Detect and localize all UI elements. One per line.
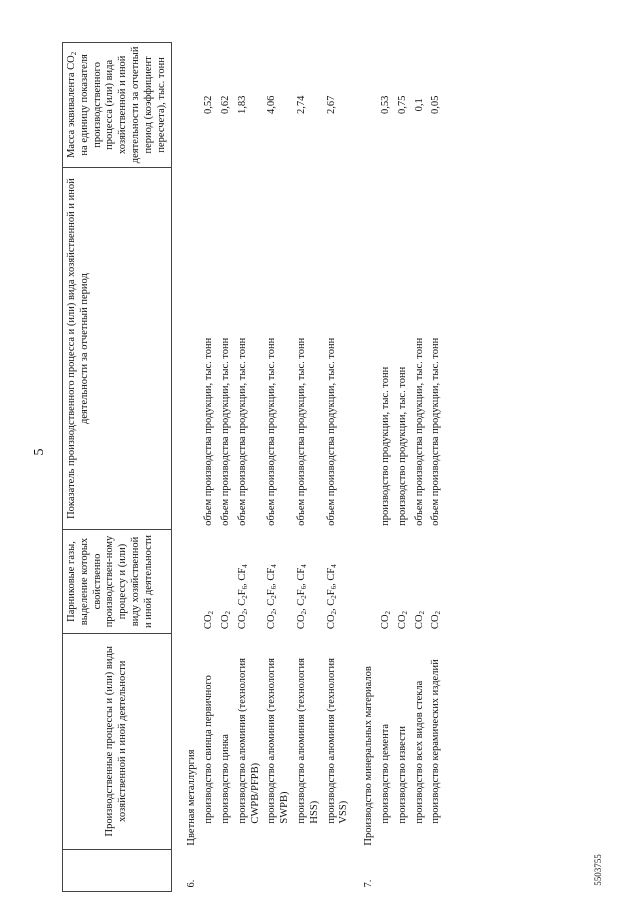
section-title: Производство минеральных материалов — [363, 666, 375, 846]
gases-cell: $CO_2$ — [203, 610, 216, 630]
section-number: 7. — [363, 879, 375, 888]
row-number-cell — [264, 850, 294, 892]
header-coefficient: Масса эквивалента $CO_2$ на единицу показателя производственного процесса (или) вида хозяйственной и иной деятельности за отчетный период (коэффициент пересчета), тыс. тонн — [63, 43, 172, 168]
gases-cell: $CO_2$ — [430, 610, 443, 630]
table-row — [235, 43, 265, 892]
table-row — [264, 43, 294, 892]
indicator-cell: объем производства продукции, тыс. тонн — [236, 337, 248, 526]
table-row — [412, 43, 429, 892]
coefficient-cell: 0,62 — [219, 95, 231, 115]
process-cell: производство керамических изделий — [430, 659, 442, 824]
row-number-cell — [218, 850, 235, 892]
row-number-cell — [201, 850, 218, 892]
row-number-cell — [324, 850, 354, 892]
table-header-row — [63, 43, 172, 892]
indicator-cell: объем производства продукции, тыс. тонн — [430, 337, 442, 526]
document-id: 5503755 — [593, 854, 603, 886]
row-number-cell — [378, 850, 395, 892]
header-indicator: Показатель производственного процесса и (или) вида хозяйственной и иной деятельности за отчетный период — [63, 167, 172, 530]
table-body — [172, 43, 445, 892]
coefficient-cell: 4,06 — [266, 95, 278, 115]
coefficient-cell: 0,53 — [379, 95, 391, 115]
indicator-cell: объем производства продукции, тыс. тонн — [266, 337, 278, 526]
gases-cell: $CO_2$, $C_2F_6$, $CF_4$ — [266, 564, 279, 630]
gases-cell: $CO_2$ — [219, 610, 232, 630]
emissions-table — [62, 42, 445, 892]
table-row — [378, 43, 395, 892]
gases-cell: $CO_2$, $C_2F_6$, $CF_4$ — [325, 564, 338, 630]
gases-cell: $CO_2$ — [396, 610, 409, 630]
section-title: Цветная металлургия — [186, 749, 198, 846]
indicator-cell: производство продукции, тыс. тонн — [396, 366, 408, 526]
rotated-table-region — [62, 42, 622, 892]
section-header-row — [353, 43, 378, 892]
indicator-cell: объем производства продукции, тыс. тонн — [325, 337, 337, 526]
coefficient-cell: 1,83 — [236, 95, 248, 115]
table-row — [428, 43, 445, 892]
process-cell: производство алюминия (технология CWPB/PFPB) — [236, 658, 261, 824]
gases-cell: $CO_2$, $C_2F_6$, $CF_4$ — [236, 564, 249, 630]
process-cell: производство цемента — [379, 723, 391, 824]
gases-cell: $CO_2$ — [413, 610, 426, 630]
section-number: 6. — [186, 879, 198, 888]
indicator-cell: производство продукции, тыс. тонн — [379, 366, 391, 526]
process-cell: производство алюминия (технология SWPB) — [266, 658, 291, 824]
process-cell: производство всех видов стекла — [413, 680, 425, 824]
row-number-cell — [395, 850, 412, 892]
indicator-cell: объем производства продукции, тыс. тонн — [295, 337, 307, 526]
coefficient-cell: 0,1 — [413, 98, 425, 112]
process-cell: производство извести — [396, 726, 408, 824]
process-cell: производство свинца первичного — [203, 675, 215, 824]
coefficient-cell: 2,67 — [325, 95, 337, 115]
header-number — [63, 850, 172, 892]
coefficient-cell: 2,74 — [295, 95, 307, 115]
indicator-cell: объем производства продукции, тыс. тонн — [203, 337, 215, 526]
row-number-cell — [294, 850, 324, 892]
coefficient-cell: 0,75 — [396, 95, 408, 115]
gases-cell: $CO_2$, $C_2F_6$, $CF_4$ — [295, 564, 308, 630]
table-row — [201, 43, 218, 892]
row-number-cell — [412, 850, 429, 892]
header-process: Производственные процессы и (или) виды хозяйственной и иной деятельности — [63, 633, 172, 850]
coefficient-cell: 0,52 — [203, 95, 215, 115]
indicator-cell: объем производства продукции, тыс. тонн — [219, 337, 231, 526]
gases-cell: $CO_2$ — [379, 610, 392, 630]
table-row — [324, 43, 354, 892]
row-number-cell — [235, 850, 265, 892]
table-row — [294, 43, 324, 892]
page-number: 5 — [32, 448, 47, 456]
table-row — [218, 43, 235, 892]
process-cell: производство алюминия (технология HSS) — [295, 658, 320, 824]
header-gases: Парниковые газы, выделение которых свойственно производствен-ному процессу и (или) виду хозяйственной и иной деятельности — [63, 530, 172, 633]
indicator-cell: объем производства продукции, тыс. тонн — [413, 337, 425, 526]
section-header-row — [172, 43, 201, 892]
process-cell: производство цинка — [219, 734, 231, 824]
process-cell: производство алюминия (технология VSS) — [325, 658, 350, 824]
row-number-cell — [428, 850, 445, 892]
coefficient-cell: 0,05 — [430, 95, 442, 115]
table-row — [395, 43, 412, 892]
